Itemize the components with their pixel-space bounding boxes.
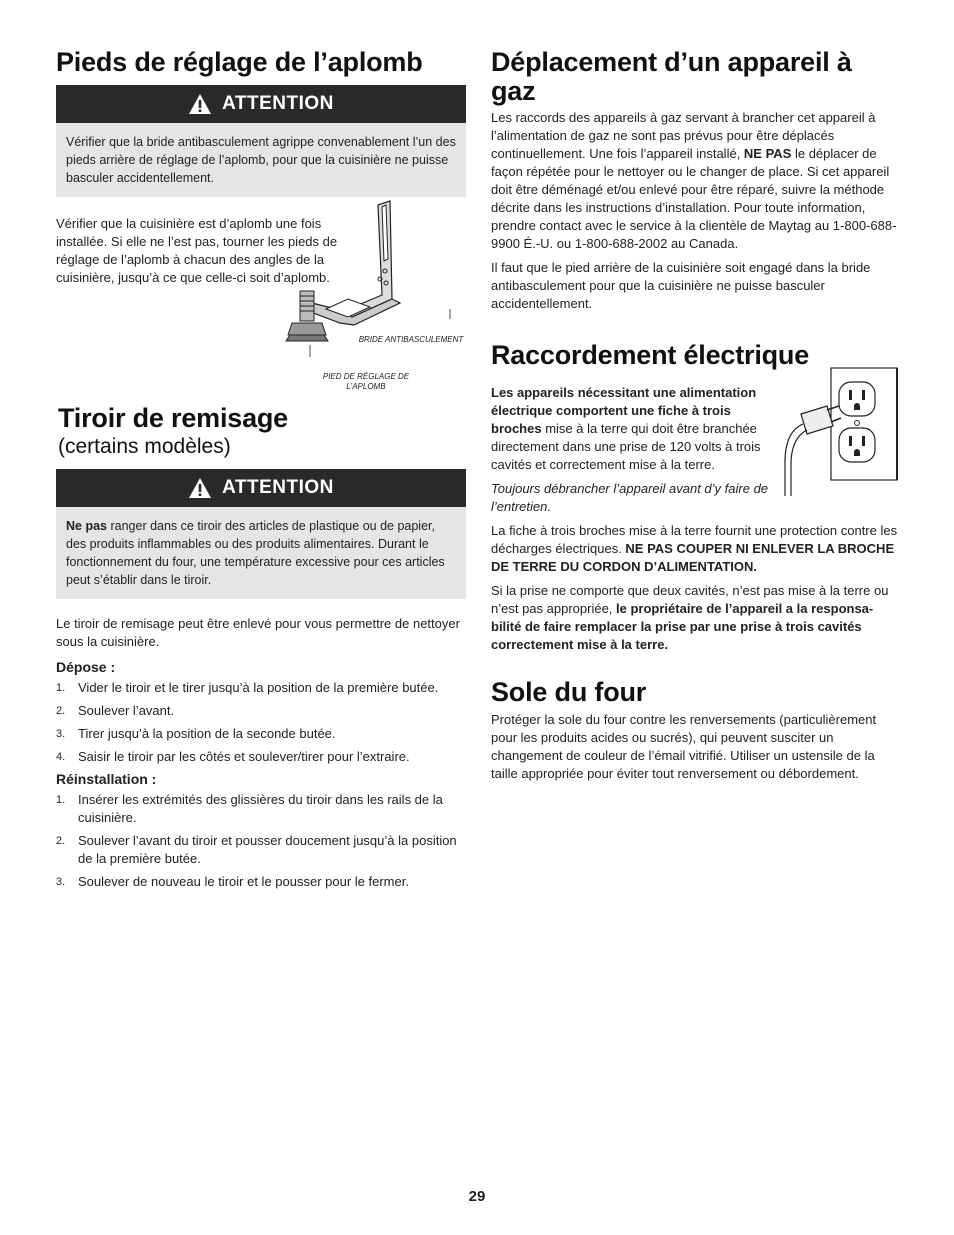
leveling-body: Vérifier que la cuisinière est d’aplomb une fois installée. Si elle ne l’est pas, tourner les pieds de réglage de l’aplomb à chacun des angles de la cuisinière, jusqu’à ce que celle-ci soit d’aplomb. bbox=[56, 216, 338, 285]
warning-triangle-icon bbox=[188, 93, 212, 115]
list-item: 1. Vider le tiroir et le tirer jusqu’à la position de la première butée. bbox=[56, 680, 439, 695]
drawer-title: Tiroir de remisage bbox=[58, 403, 289, 433]
electric-paragraph-2: La fiche à trois broches mise à la terre fournit une protection contre les décharges électriques. NE PAS COUPER NI ENLEVER LA BROCHE DE TERRE DU CORDON D’ALIMENTATION. bbox=[491, 523, 898, 574]
left-column bbox=[56, 48, 466, 896]
list-item: 1. Insérer les extrémités des glissières du tiroir dans les rails de la cuisinière. bbox=[56, 792, 443, 825]
warning-label: ATTENTION bbox=[222, 477, 334, 498]
page-number: 29 bbox=[468, 1188, 486, 1205]
warning-text: Vérifier que la bride antibasculement agrippe convenablement l’un des pieds arrière de réglage de l’aplomb, pour que la cuisinière ne puisse basculer accidentellement. bbox=[66, 135, 456, 185]
warning-triangle-icon bbox=[188, 477, 212, 499]
drawer-section bbox=[58, 404, 466, 459]
electric-title: Raccordement électrique bbox=[491, 340, 810, 370]
list-item: 2. Soulever l’avant du tiroir et pousser doucement jusqu’à la position de la première butée. bbox=[56, 833, 457, 866]
electric-note: Toujours débrancher l’appareil avant d’y faire de l’entretien. bbox=[491, 481, 769, 514]
leveling-foot-label: PIED DE RÉGLAGE DE L’APLOMB bbox=[322, 372, 410, 391]
list-item: 2. Soulever l’avant. bbox=[56, 703, 175, 718]
warning-header bbox=[56, 85, 466, 123]
right-column bbox=[491, 48, 901, 783]
anti-tip-bracket-label: BRIDE ANTIBASCULEMENT bbox=[358, 335, 464, 344]
reinstall-steps bbox=[56, 791, 466, 891]
gas-title: Déplacement d’un appareil à gaz bbox=[491, 47, 852, 106]
warning-label: ATTENTION bbox=[222, 93, 334, 114]
leveling-section bbox=[56, 215, 466, 405]
reinstall-heading: Réinstallation : bbox=[56, 771, 157, 787]
electric-intro bbox=[491, 384, 901, 516]
warning-bold-text: Ne pas bbox=[66, 519, 107, 533]
warning-text bbox=[56, 507, 466, 599]
leveling-title: Pieds de réglage de l’aplomb bbox=[56, 47, 423, 77]
oven-floor-title: Sole du four bbox=[491, 677, 647, 707]
warning-header bbox=[56, 469, 466, 507]
list-item: 3. Soulever de nouveau le tiroir et le pousser pour le fermer. bbox=[56, 874, 409, 889]
gas-paragraph-2: Il faut que le pied arrière de la cuisinière soit engagé dans la bride antibasculement pour que la cuisinière ne puisse basculer accidentellement. bbox=[491, 260, 871, 311]
drawer-body: Le tiroir de remisage peut être enlevé pour vous permettre de nettoyer sous la cuisinière. bbox=[56, 616, 460, 649]
grounded-outlet-icon bbox=[779, 366, 901, 498]
list-item: 3. Tirer jusqu’à la position de la seconde butée. bbox=[56, 726, 336, 741]
leveling-warning-box bbox=[56, 85, 466, 197]
electric-paragraph-3: Si la prise ne comporte que deux cavités, n’est pas mise à la terre ou n’est pas appropriée, le propriétaire de l’appareil a la responsa-bilité de faire remplacer la prise par une prise à trois cavités correctement mise à la terre. bbox=[491, 583, 889, 652]
gas-paragraph-1: Les raccords des appareils à gaz servant à brancher cet appareil à l’alimentation de gaz ne sont pas prévus pour être déplacés continuellement. Une fois l’appareil installé, NE PAS le déplacer de façon répétée pour le nettoyer ou le changer de place. Si cet appareil doit être déménagé et/ou enlevé pour être réparé, suivre la méthode décrite dans les instructions d’installation. Pour toute information, prendre contact avec le service à la clientèle de Maytag au 1-800-688-9900 É.-U. ou 1-800-688-2002 au Canada. bbox=[491, 110, 897, 251]
drawer-subtitle: (certains modèles) bbox=[58, 435, 231, 458]
drawer-warning-box bbox=[56, 469, 466, 599]
electric-paragraph-1: Les appareils nécessitant une alimentation électrique comportent une fiche à trois broches mise à la terre qui doit être branchée directement dans une prise de 120 volts à trois cavités et correctement mise à la terre. bbox=[491, 385, 761, 472]
list-item: 4. Saisir le tiroir par les côtés et soulever/tirer pour l’extraire. bbox=[56, 749, 410, 764]
removal-heading: Dépose : bbox=[56, 659, 116, 675]
warning-body-text: ranger dans ce tiroir des articles de plastique ou de papier, des produits inflammables ou des produits alimentaires. Durant le fonctionnement du four, une température excessive pour ces articles peut s’établir dans le tiroir. bbox=[66, 519, 445, 587]
removal-steps bbox=[56, 679, 466, 766]
oven-floor-body: Protéger la sole du four contre les renversements (particulièrement pour les produits acides ou sucrés), qui peuvent susciter un changement de couleur de l’émail vitrifié. Utiliser un ustensile de la taille appropriée pour éviter tout renversement ou débordement. bbox=[491, 712, 877, 781]
